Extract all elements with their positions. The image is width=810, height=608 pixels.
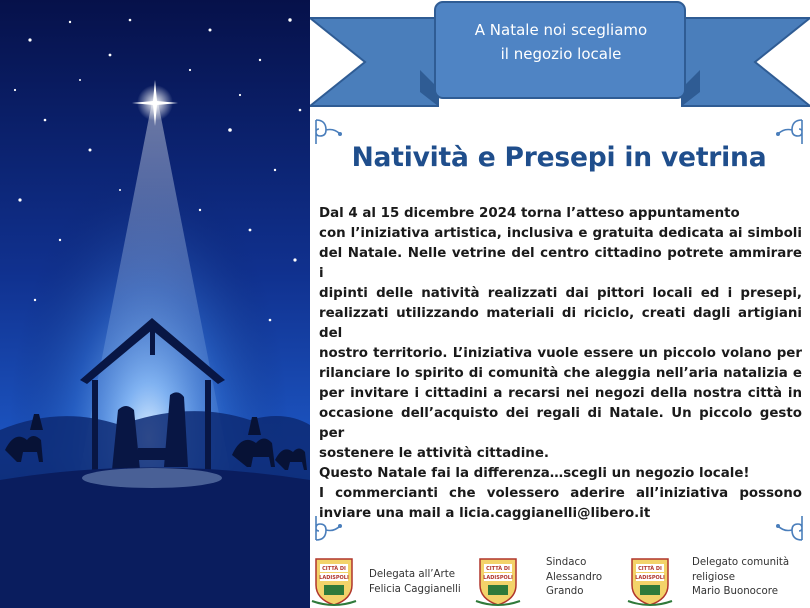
city-crest-icon	[308, 555, 360, 607]
delegate-religious-label: Delegato comunità religiose Mario Buonocore	[692, 557, 790, 597]
crest-text-2: LADISPOLI	[635, 575, 665, 581]
body-email-line: inviare una mail a licia.caggianelli@libero.it	[319, 506, 651, 521]
body-line: dipinti delle natività realizzati dai pittori locali ed i presepi,	[319, 286, 802, 301]
body-line: sostenere le attività cittadine.	[319, 446, 550, 461]
body-line: rilanciare lo spirito di comunità che aleggia nell’aria natalizia e	[319, 366, 802, 381]
body-line: per invitare i cittadini a recarsi nei negozi della nostra città in	[319, 386, 802, 401]
banner-text	[436, 18, 686, 66]
nativity-scene-image	[0, 0, 310, 608]
mayor-label: Sindaco Alessandro Grando	[546, 557, 603, 597]
banner-line-2: il negozio locale	[500, 45, 622, 63]
body-line: occasione dell’acquisto dei regali di Natale. Un piccolo gesto per	[319, 406, 802, 441]
city-crest-icon	[624, 555, 676, 607]
crest-text-2: LADISPOLI	[319, 575, 349, 581]
body-line: Questo Natale fai la differenza…scegli un negozio locale!	[319, 466, 750, 481]
body-line: I commercianti che volessero aderire all’iniziativa possono	[319, 486, 802, 501]
body-line: realizzati utilizzando materiali di riciclo, creati dagli artigiani del	[319, 306, 802, 341]
crest-text-1: CITTÀ DI	[322, 566, 346, 572]
city-crest-icon	[472, 555, 524, 607]
crest-text-1: CITTÀ DI	[638, 566, 662, 572]
crest-text-1: CITTÀ DI	[486, 566, 510, 572]
body-line: Dal 4 al 15 dicembre 2024 torna l’atteso appuntamento	[319, 206, 740, 221]
body-line: del Natale. Nelle vetrine del centro cittadino potrete ammirare i	[319, 246, 802, 281]
body-line: con l’iniziativa artistica, inclusiva e gratuita dedicata ai simboli	[319, 226, 802, 241]
body-paragraph	[319, 204, 802, 524]
crest-text-2: LADISPOLI	[483, 575, 513, 581]
banner-line-1: A Natale noi scegliamo	[474, 21, 648, 39]
body-line: nostro territorio. L’iniziativa vuole essere un piccolo volano per	[319, 346, 802, 361]
page-title: Natività e Presepi in vetrina	[351, 142, 767, 173]
delegate-art-label: Delegata all’Arte Felicia Caggianelli	[369, 569, 461, 595]
